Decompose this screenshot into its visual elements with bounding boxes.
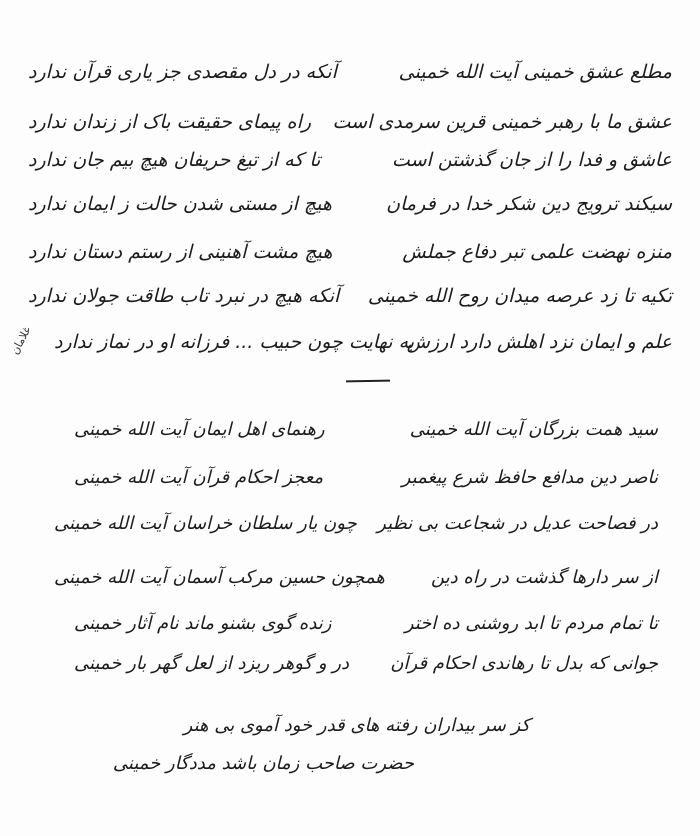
bottom-couplet (14, 512, 686, 538)
hemistich-left: در و گوهر ریزد از لعل گهر بار خمینی (74, 653, 349, 674)
hemistich-left: آنکه هیچ در نبرد تاب طاقت جولان ندارد (28, 285, 340, 307)
hemistich-right: در فصاحت عدیل در شجاعت بی نظیر (377, 513, 658, 534)
top-couplet (14, 148, 686, 174)
section-divider (346, 380, 390, 383)
hemistich-right: مطلع عشق خمینی آیت الله خمینی (398, 61, 672, 83)
hemistich-right: عاشق و فدا را از جان گذشتن است (391, 149, 672, 171)
hemistich-left: معجز احکام قرآن آیت الله خمینی (74, 467, 324, 488)
top-couplet (14, 240, 686, 266)
hemistich-right: سیکند ترویج دین شکر خدا در فرمان (386, 193, 672, 215)
top-couplet (14, 330, 686, 356)
hemistich-left: آنکه در دل مقصدی جز یاری قرآن ندارد (28, 61, 337, 83)
bottom-couplet (14, 566, 686, 592)
hemistich-right: جوانی که بدل تا رهاندی احکام قرآن (390, 653, 658, 674)
hemistich-right: منزه نهضت علمی تبر دفاع جملش (402, 241, 672, 263)
hemistich-right: ناصر دین مدافع حافظ شرع پیغمبر (401, 467, 658, 488)
hemistich-left: هیچ از مستی شدن حالت ز ایمان ندارد (28, 193, 332, 215)
hemistich-right: عشق ما با رهبر خمینی قرین سرمدی است (332, 111, 672, 133)
hemistich-left: هیچ مشت آهنینی از رستم دستان ندارد (28, 241, 333, 263)
bottom-couplet (14, 612, 686, 638)
margin-note: غلامان (8, 324, 34, 357)
closing-line: حضرت صاحب زمان باشد مددگار خمینی (112, 753, 414, 774)
hemistich-left: رهنمای اهل ایمان آیت الله خمینی (74, 419, 325, 440)
bottom-couplet (14, 418, 686, 444)
top-couplet (14, 284, 686, 310)
hemistich-left: همچون حسین مرکب آسمان آیت الله خمینی (54, 567, 385, 588)
bottom-couplet (14, 652, 686, 678)
hemistich-left: زنده گوی بشنو ماند نام آثار خمینی (74, 613, 332, 634)
top-couplet (14, 192, 686, 218)
hemistich-right: سید همت بزرگان آیت الله خمینی (409, 419, 658, 440)
hemistich-left: تا که از تیغ حریفان هیچ بیم جان ندارد (28, 149, 321, 171)
hemistich-left: به نهایت چون حبیب ... فرزانه او در نماز ندارد (54, 331, 415, 353)
bottom-couplet (14, 466, 686, 492)
top-couplet (14, 60, 686, 86)
hemistich-left: چون یار سلطان خراسان آیت الله خمینی (54, 513, 357, 534)
hemistich-right: تا تمام مردم تا ابد روشنی ده اختر (404, 613, 658, 634)
hemistich-right: علم و ایمان نزد اهلش دارد ارزش (406, 331, 672, 353)
top-couplet (14, 110, 686, 136)
closing-line: کز سر بیداران رفته های قدر خود آموی بی هنر (183, 715, 530, 736)
hemistich-left: راه پیمای حقیقت باک از زندان ندارد (28, 111, 312, 133)
hemistich-right: از سر دارها گذشت در راه دین (430, 567, 658, 588)
hemistich-right: تکیه تا زد عرصه میدان روح الله خمینی (367, 285, 672, 307)
